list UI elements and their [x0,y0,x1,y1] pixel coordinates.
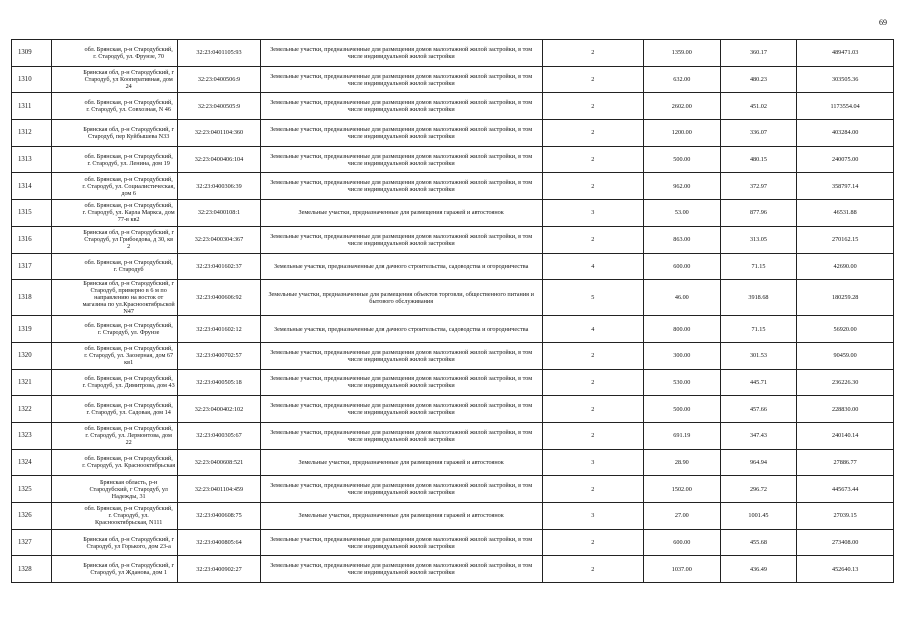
table-row [12,476,894,503]
group-cell: 2 [542,396,643,423]
group-cell: 3 [542,449,643,476]
address-cell: обл. Брянская, р-н Стародубский, г. Стародуб, ул. Фрунзе, 70 [52,40,178,67]
land-use-cell: Земельные участки, предназначенные для дачного строительства, садоводства и огородничества [260,253,542,280]
specific-value-cell: 964.94 [720,449,797,476]
land-use-cell: Земельные участки, предназначенные для дачного строительства, садоводства и огородничества [260,316,542,343]
address-cell: Брянская обл, р-н Стародубский, г Стародуб, ул Грибоедова, д 30, кв 2 [52,226,178,253]
area-cell: 500.00 [643,146,720,173]
land-use-cell: Земельные участки, предназначенные для размещения гаражей и автостоянок [260,449,542,476]
cadastral-number-cell: 32:23:0400505:18 [178,369,261,396]
table-row [12,396,894,423]
group-cell: 2 [542,40,643,67]
address-cell: обл. Брянская, р-н Стародубский, г. Стародуб, ул. Димитрова, дом 43 [52,369,178,396]
land-use-cell: Земельные участки, предназначенные для размещения гаражей и автостоянок [260,503,542,530]
cadastral-value-cell: 1173554.04 [797,93,894,120]
group-cell: 2 [542,556,643,583]
group-cell: 2 [542,342,643,369]
table-row [12,173,894,200]
land-use-cell: Земельные участки, предназначенные для размещения домов малоэтажной жилой застройки, в том числе индивидуальной жилой застройки [260,40,542,67]
cadastral-number-cell: 32:23:0400506:9 [178,66,261,93]
land-use-cell: Земельные участки, предназначенные для размещения домов малоэтажной жилой застройки, в том числе индивидуальной жилой застройки [260,66,542,93]
cadastral-number-cell: 32:23:0400902:27 [178,556,261,583]
group-cell: 2 [542,369,643,396]
address-cell: обл. Брянская, р-н Стародубский, г. Стародуб, ул. Краснооктябрьская [52,449,178,476]
specific-value-cell: 301.53 [720,342,797,369]
specific-value-cell: 347.43 [720,422,797,449]
row-number-cell: 1326 [12,503,52,530]
cadastral-value-cell: 489471.03 [797,40,894,67]
cadastral-number-cell: 32:23:0400305:67 [178,422,261,449]
area-cell: 500.00 [643,396,720,423]
specific-value-cell: 451.02 [720,93,797,120]
table-row [12,342,894,369]
row-number-cell: 1315 [12,200,52,227]
cadastral-value-cell: 270162.15 [797,226,894,253]
cadastral-number-cell: 32:23:0400702:57 [178,342,261,369]
table-row [12,369,894,396]
group-cell: 2 [542,66,643,93]
row-number-cell: 1309 [12,40,52,67]
cadastral-value-cell: 452640.13 [797,556,894,583]
area-cell: 632.00 [643,66,720,93]
area-cell: 1359.00 [643,40,720,67]
land-use-cell: Земельные участки, предназначенные для размещения домов малоэтажной жилой застройки, в том числе индивидуальной жилой застройки [260,146,542,173]
land-use-cell: Земельные участки, предназначенные для размещения домов малоэтажной жилой застройки, в том числе индивидуальной жилой застройки [260,556,542,583]
group-cell: 2 [542,476,643,503]
area-cell: 1502.00 [643,476,720,503]
row-number-cell: 1316 [12,226,52,253]
row-number-cell: 1311 [12,93,52,120]
land-use-cell: Земельные участки, предназначенные для размещения домов малоэтажной жилой застройки, в том числе индивидуальной жилой застройки [260,369,542,396]
specific-value-cell: 1001.45 [720,503,797,530]
address-cell: обл. Брянская, р-н Стародубский, г. Стародуб, ул. Фрунзе [52,316,178,343]
specific-value-cell: 71.15 [720,253,797,280]
cadastral-value-cell: 90459.00 [797,342,894,369]
cadastral-number-cell: 32:23:0400304:367 [178,226,261,253]
cadastral-value-cell: 445673.44 [797,476,894,503]
specific-value-cell: 296.72 [720,476,797,503]
cadastral-value-cell: 180259.28 [797,280,894,316]
table-row [12,449,894,476]
group-cell: 5 [542,280,643,316]
table-row [12,66,894,93]
area-cell: 28.90 [643,449,720,476]
area-cell: 53.00 [643,200,720,227]
address-cell: обл. Брянская, р-н Стародубский, г. Стародуб, ул. Садовая, дом 14 [52,396,178,423]
group-cell: 2 [542,173,643,200]
area-cell: 863.00 [643,226,720,253]
table-row [12,529,894,556]
address-cell: обл. Брянская, р-н Стародубский, г. Стародуб, ул. Краснооктябрьская, N111 [52,503,178,530]
row-number-cell: 1317 [12,253,52,280]
cadastral-value-cell: 240075.00 [797,146,894,173]
row-number-cell: 1323 [12,422,52,449]
group-cell: 4 [542,253,643,280]
row-number-cell: 1312 [12,120,52,147]
specific-value-cell: 457.66 [720,396,797,423]
group-cell: 2 [542,93,643,120]
address-cell: обл. Брянская, р-н Стародубский, г. Стародуб, ул. Заозерная, дом 67 кв1 [52,342,178,369]
land-use-cell: Земельные участки, предназначенные для размещения домов малоэтажной жилой застройки, в том числе индивидуальной жилой застройки [260,342,542,369]
cadastral-value-cell: 27039.15 [797,503,894,530]
land-use-cell: Земельные участки, предназначенные для размещения домов малоэтажной жилой застройки, в том числе индивидуальной жилой застройки [260,173,542,200]
cadastral-number-cell: 32:23:0400505:9 [178,93,261,120]
group-cell: 2 [542,120,643,147]
address-cell: Брянская область, р-н Стародубский, г Стародуб, ул Надежды, 31 [52,476,178,503]
specific-value-cell: 336.07 [720,120,797,147]
row-number-cell: 1325 [12,476,52,503]
area-cell: 530.00 [643,369,720,396]
land-use-cell: Земельные участки, предназначенные для размещения домов малоэтажной жилой застройки, в том числе индивидуальной жилой застройки [260,422,542,449]
address-cell: обл. Брянская, р-н Стародубский, г. Стародуб, ул. Карла Маркса, дом 77-в кв2 [52,200,178,227]
cadastral-number-cell: 32:23:0400608:521 [178,449,261,476]
cadastral-number-cell: 32:23:0400108:1 [178,200,261,227]
table-row [12,316,894,343]
cadastral-number-cell: 32:23:0401104:360 [178,120,261,147]
cadastral-number-cell: 32:23:0400306:39 [178,173,261,200]
specific-value-cell: 313.05 [720,226,797,253]
land-use-cell: Земельные участки, предназначенные для размещения домов малоэтажной жилой застройки, в том числе индивидуальной жилой застройки [260,529,542,556]
address-cell: Брянская обл, р-н Стародубский, г Стародуб, пер Куйбышева N33 [52,120,178,147]
table-row [12,120,894,147]
specific-value-cell: 3918.68 [720,280,797,316]
specific-value-cell: 445.71 [720,369,797,396]
cadastral-number-cell: 32:23:0400606:92 [178,280,261,316]
land-use-cell: Земельные участки, предназначенные для размещения домов малоэтажной жилой застройки, в том числе индивидуальной жилой застройки [260,396,542,423]
specific-value-cell: 480.23 [720,66,797,93]
land-use-cell: Земельные участки, предназначенные для размещения гаражей и автостоянок [260,200,542,227]
address-cell: обл. Брянская, р-н Стародубский, г. Стародуб, ул. Социалистическая, дом 6 [52,173,178,200]
row-number-cell: 1313 [12,146,52,173]
area-cell: 800.00 [643,316,720,343]
cadastral-value-cell: 56920.00 [797,316,894,343]
land-use-cell: Земельные участки, предназначенные для размещения домов малоэтажной жилой застройки, в том числе индивидуальной жилой застройки [260,226,542,253]
address-cell: Брянская обл, р-н Стародубский, г Стародуб, ул Жданова, дом 1 [52,556,178,583]
cadastral-value-cell: 303505.36 [797,66,894,93]
cadastral-value-cell: 228830.00 [797,396,894,423]
land-use-cell: Земельные участки, предназначенные для размещения домов малоэтажной жилой застройки, в том числе индивидуальной жилой застройки [260,476,542,503]
address-cell: Брянская обл, р-н Стародубский, г Стародуб, примерно в 6 м по направлению на восток от магазина по ул.Краснооктябрьской N47 [52,280,178,316]
specific-value-cell: 480.15 [720,146,797,173]
cadastral-number-cell: 32:23:0400805:64 [178,529,261,556]
group-cell: 3 [542,200,643,227]
cadastral-number-cell: 32:23:0401602:37 [178,253,261,280]
cadastral-number-cell: 32:23:0401105:93 [178,40,261,67]
land-use-cell: Земельные участки, предназначенные для размещения домов малоэтажной жилой застройки, в том числе индивидуальной жилой застройки [260,120,542,147]
group-cell: 2 [542,422,643,449]
row-number-cell: 1314 [12,173,52,200]
row-number-cell: 1327 [12,529,52,556]
row-number-cell: 1310 [12,66,52,93]
table-body [12,40,894,583]
table-row [12,40,894,67]
row-number-cell: 1324 [12,449,52,476]
table-row [12,226,894,253]
cadastral-value-cell: 403284.00 [797,120,894,147]
specific-value-cell: 455.68 [720,529,797,556]
row-number-cell: 1321 [12,369,52,396]
land-use-cell: Земельные участки, предназначенные для размещения объектов торговли, общественного питания и бытового обслуживания [260,280,542,316]
page-number: 69 [879,18,887,27]
specific-value-cell: 877.96 [720,200,797,227]
cadastral-value-cell: 240140.14 [797,422,894,449]
area-cell: 46.00 [643,280,720,316]
cadastral-value-cell: 273408.00 [797,529,894,556]
cadastral-number-cell: 32:23:0400608:75 [178,503,261,530]
land-use-cell: Земельные участки, предназначенные для размещения домов малоэтажной жилой застройки, в том числе индивидуальной жилой застройки [260,93,542,120]
specific-value-cell: 372.97 [720,173,797,200]
table-row [12,253,894,280]
address-cell: обл. Брянская, р-н Стародубский, г. Стародуб, ул. Лермонтова, дом 22 [52,422,178,449]
area-cell: 600.00 [643,529,720,556]
table-row [12,200,894,227]
row-number-cell: 1322 [12,396,52,423]
table-row [12,146,894,173]
area-cell: 600.00 [643,253,720,280]
cadastral-table [11,39,894,583]
address-cell: обл. Брянская, р-н Стародубский, г. Стародуб, ул. Совхозная, N 46 [52,93,178,120]
cadastral-value-cell: 358797.14 [797,173,894,200]
cadastral-value-cell: 236226.30 [797,369,894,396]
group-cell: 2 [542,226,643,253]
area-cell: 691.19 [643,422,720,449]
address-cell: обл. Брянская, р-н Стародубский, г. Стародуб [52,253,178,280]
row-number-cell: 1318 [12,280,52,316]
address-cell: Брянская обл, р-н Стародубский, г Стародуб, ул Кооперативная, дом 24 [52,66,178,93]
area-cell: 1037.00 [643,556,720,583]
group-cell: 4 [542,316,643,343]
cadastral-value-cell: 27886.77 [797,449,894,476]
address-cell: обл. Брянская, р-н Стародубский, г. Стародуб, ул. Ленина, дом 19 [52,146,178,173]
cadastral-number-cell: 32:23:0400402:102 [178,396,261,423]
row-number-cell: 1328 [12,556,52,583]
specific-value-cell: 360.17 [720,40,797,67]
specific-value-cell: 71.15 [720,316,797,343]
area-cell: 27.00 [643,503,720,530]
row-number-cell: 1320 [12,342,52,369]
cadastral-number-cell: 32:23:0400406:104 [178,146,261,173]
area-cell: 300.00 [643,342,720,369]
area-cell: 2602.00 [643,93,720,120]
group-cell: 2 [542,146,643,173]
row-number-cell: 1319 [12,316,52,343]
specific-value-cell: 436.49 [720,556,797,583]
table-row [12,422,894,449]
cadastral-value-cell: 46531.88 [797,200,894,227]
table-row [12,280,894,316]
address-cell: Брянская обл, р-н Стародубский, г Стародуб, ул Горького, дом 23-а [52,529,178,556]
area-cell: 1200.00 [643,120,720,147]
area-cell: 962.00 [643,173,720,200]
table-row [12,503,894,530]
table-row [12,556,894,583]
cadastral-number-cell: 32:23:0401602:12 [178,316,261,343]
group-cell: 2 [542,529,643,556]
cadastral-value-cell: 42690.00 [797,253,894,280]
cadastral-number-cell: 32:23:0401104:459 [178,476,261,503]
group-cell: 3 [542,503,643,530]
table-row [12,93,894,120]
